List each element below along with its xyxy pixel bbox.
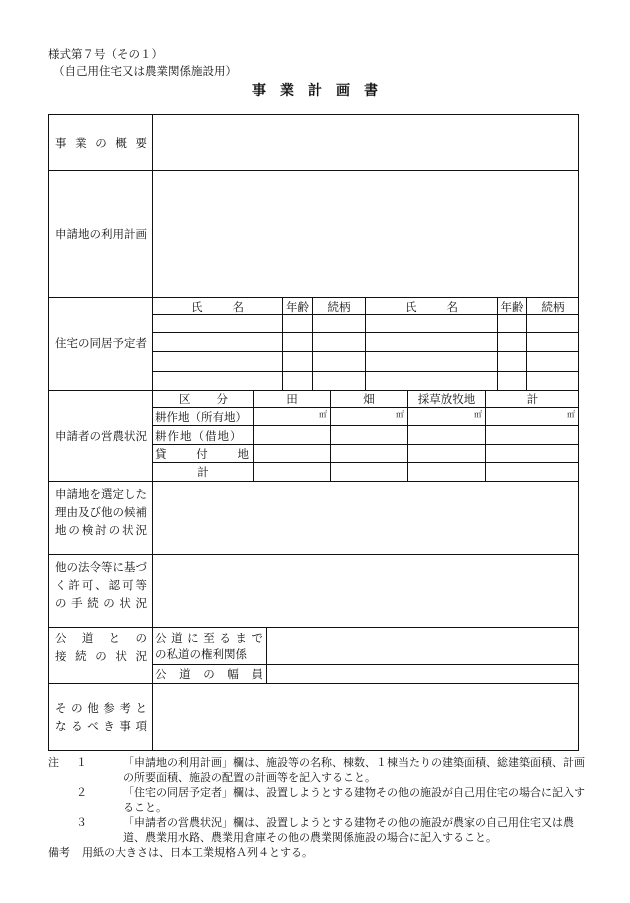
label-private-road-rights: 公道に至るまで の私道の権利関係 xyxy=(155,631,263,661)
farming-header-field: 畑 xyxy=(363,392,375,406)
document-title: 事業計画書 xyxy=(252,83,392,99)
farming-header-pasture: 採草放牧地 xyxy=(417,392,476,406)
label-overview: 事業の概要 xyxy=(55,136,147,150)
farming-row-total: 計 xyxy=(197,465,209,479)
cohabitant-name-header-2: 氏名 xyxy=(405,300,488,314)
note-2: ２ 「住宅の同居予定者」欄は、設置しようとする建物その他の施設が自己用住宅の場合に記入すること。 xyxy=(76,786,585,814)
unit-sqm-pasture: ㎡ xyxy=(474,410,482,419)
form-number: 様式第７号（その１） xyxy=(48,47,163,61)
notes-section xyxy=(48,755,588,860)
label-farming-status: 申請者の営農状況 xyxy=(55,429,147,443)
cohabitant-age-header: 年齢 xyxy=(286,300,309,314)
selection-reason-field[interactable] xyxy=(153,555,579,627)
note-1: 注 １ 「申請地の利用計画」欄は、施設等の名称、棟数、１棟当たりの建築面積、総建築面積、計画の所要面積、施設の配置の計画等を記入すること。 xyxy=(48,756,585,784)
unit-sqm-field: ㎡ xyxy=(396,410,404,419)
label-other-reference: その他参考と なるべき事項 xyxy=(55,701,147,733)
unit-sqm-total: ㎡ xyxy=(567,410,575,419)
farming-header-total: 計 xyxy=(526,392,539,406)
label-other-laws: 他の法令等に基づ く許可、認可等 の手続の状況 xyxy=(55,560,147,610)
label-road-width: 公道の幅員 xyxy=(155,667,263,681)
form-scope: （自己用住宅又は農業関係施設用） xyxy=(53,64,237,78)
label-cohabitants: 住宅の同居予定者 xyxy=(55,336,147,350)
label-land-use-plan: 申請地の利用計画 xyxy=(55,227,147,241)
remarks: 備考 用紙の大きさは、日本工業規格Ａ列４とする。 xyxy=(48,846,313,859)
business-plan-form xyxy=(48,114,579,751)
cohabitant-relation-header: 続柄 xyxy=(327,300,351,314)
cohabitant-relation-header-2: 続柄 xyxy=(541,300,565,314)
label-selection-reason: 申請地を選定した 理由及び他の候補 地の検討の状況 xyxy=(55,487,147,537)
farming-row-leased: 耕作地（借地） xyxy=(155,429,243,443)
note-3: ３ 「申請者の営農状況」欄は、設置しようとする建物その他の施設が農家の自己用住宅又は農道、農業用水路、農業用倉庫その他の農業関係施設の場合に記入すること。 xyxy=(76,816,574,844)
other-laws-field-anchor xyxy=(153,482,579,554)
land-use-plan-field[interactable] xyxy=(153,171,579,297)
farming-header-category: 区分 xyxy=(179,392,254,406)
cohabitant-age-header-2: 年齢 xyxy=(500,300,524,314)
farming-row-lent: 貸付地 xyxy=(155,447,249,461)
label-road-connection: 公道との 接続の状況 xyxy=(55,631,147,663)
overview-field[interactable] xyxy=(153,115,579,170)
cohabitant-name-header: 氏名 xyxy=(191,300,274,314)
farming-header-paddy: 田 xyxy=(286,392,298,406)
farming-row-owned: 耕作地（所有地） xyxy=(155,410,247,424)
unit-sqm-paddy: ㎡ xyxy=(319,410,327,419)
other-reference-field[interactable] xyxy=(153,684,579,751)
